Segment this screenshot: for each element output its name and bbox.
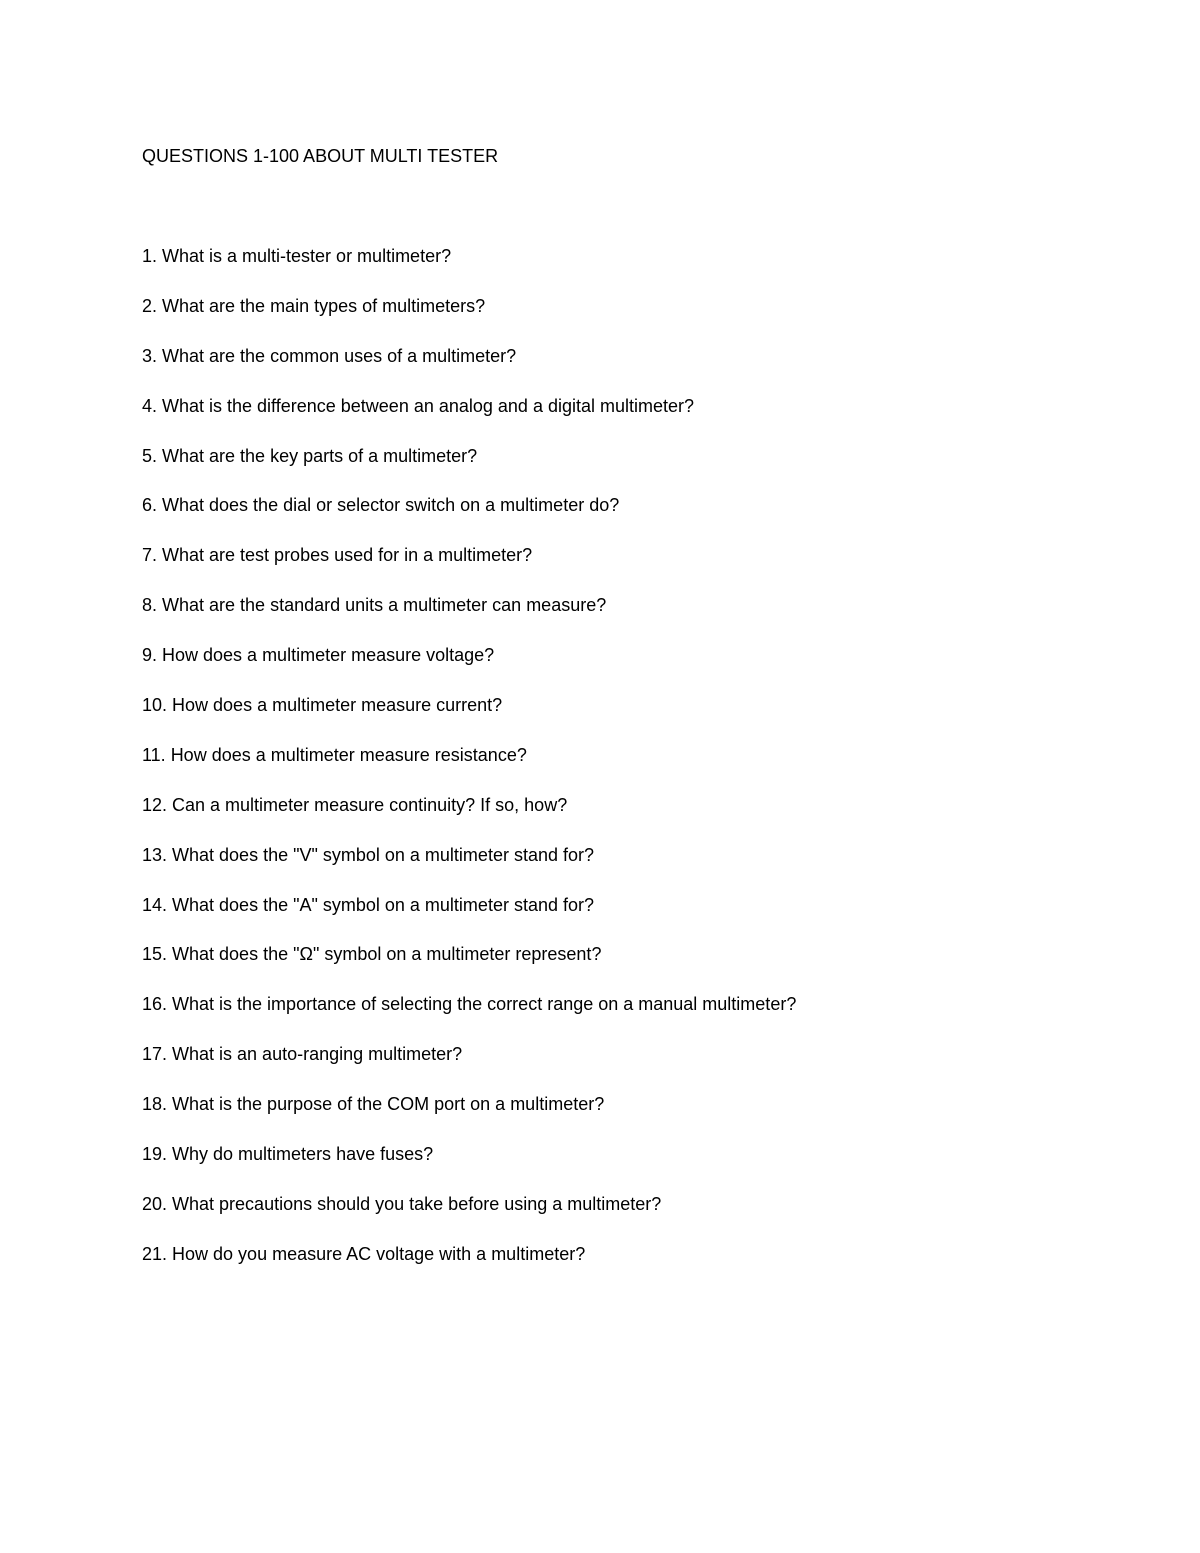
question-item: 16. What is the importance of selecting the correct range on a manual multimeter?	[142, 994, 797, 1015]
question-item: 18. What is the purpose of the COM port on a multimeter?	[142, 1094, 605, 1115]
question-item: 9. How does a multimeter measure voltage?	[142, 645, 495, 666]
question-item: 8. What are the standard units a multimeter can measure?	[142, 595, 607, 616]
question-item: 10. How does a multimeter measure current?	[142, 695, 503, 716]
question-item: 19. Why do multimeters have fuses?	[142, 1144, 434, 1165]
question-item: 4. What is the difference between an analog and a digital multimeter?	[142, 395, 695, 416]
question-item: 11. How does a multimeter measure resistance?	[142, 744, 527, 765]
question-item: 12. Can a multimeter measure continuity? If so, how?	[142, 794, 568, 815]
question-item: 17. What is an auto-ranging multimeter?	[142, 1044, 463, 1065]
question-item: 3. What are the common uses of a multimeter?	[142, 345, 517, 366]
question-item: 14. What does the "A" symbol on a multimeter stand for?	[142, 894, 594, 915]
question-item: 15. What does the "Ω" symbol on a multimeter represent?	[142, 944, 602, 965]
question-item: 1. What is a multi-tester or multimeter?	[142, 246, 452, 266]
question-item: 13. What does the "V" symbol on a multimeter stand for?	[142, 844, 594, 865]
question-item: 20. What precautions should you take before using a multimeter?	[142, 1193, 662, 1214]
question-list	[142, 244, 796, 1292]
question-item: 7. What are test probes used for in a multimeter?	[142, 545, 533, 566]
question-item: 5. What are the key parts of a multimeter?	[142, 445, 478, 466]
document-title: QUESTIONS 1-100 ABOUT MULTI TESTER	[142, 146, 499, 166]
question-item: 21. How do you measure AC voltage with a multimeter?	[142, 1243, 586, 1264]
question-item: 6. What does the dial or selector switch on a multimeter do?	[142, 495, 620, 516]
question-item: 2. What are the main types of multimeters?	[142, 295, 486, 316]
